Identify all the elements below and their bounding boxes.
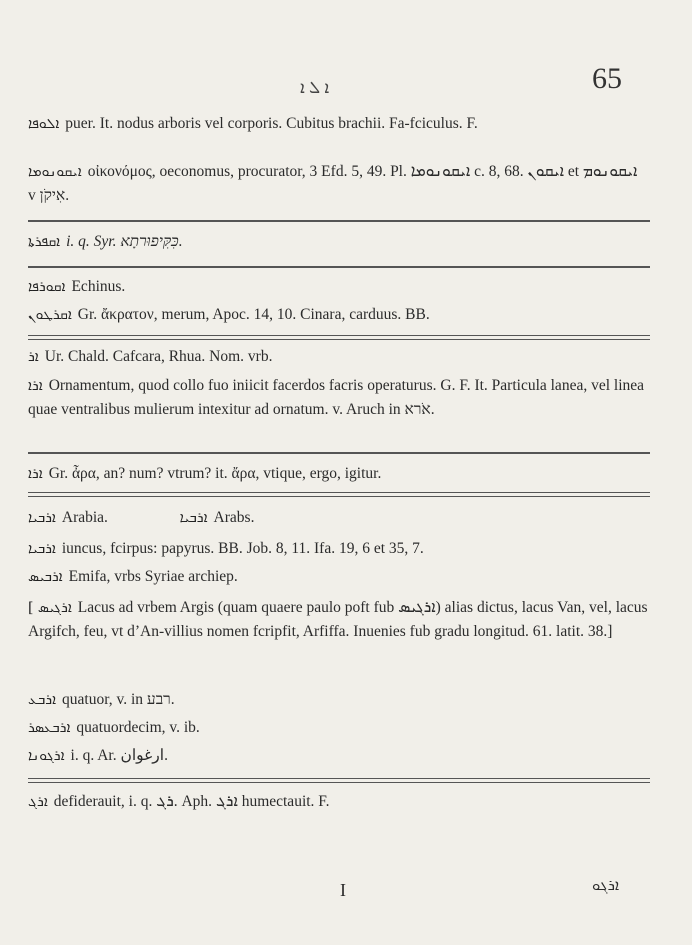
entry bbox=[28, 790, 648, 814]
headword: ܐܝܩܘܢܘܡܐ bbox=[28, 164, 82, 180]
headword: ܐܩܦܪܬܐ bbox=[28, 234, 61, 250]
separator-line bbox=[28, 452, 650, 454]
entry-text: Echinus. bbox=[71, 278, 126, 295]
entry-text: οἰκονόμος, oeconomus, procurator, 3 Efd. 5, 49. Pl. ܐܝܩܘܢܘܡܐ c. 8, 68. ܐܝܩܘܢ et ܐܝܩܘܢܘܡ v אִיקֹן. bbox=[28, 163, 638, 204]
page-number: 65 bbox=[592, 62, 622, 95]
headword: ܐܪܒܝܐ bbox=[28, 510, 56, 526]
entry-text: Arabia. bbox=[61, 509, 108, 526]
headword: ܐܪ bbox=[28, 349, 39, 365]
headword: ܐܪܒܝܣ bbox=[28, 569, 63, 585]
entry-text: i. q. Ar. ارغوان. bbox=[70, 747, 168, 764]
headword: ܐܪܓܘܢܐ bbox=[28, 748, 65, 764]
signature-mark: I bbox=[340, 880, 346, 900]
separator-line bbox=[28, 492, 650, 497]
separator-line bbox=[28, 220, 650, 222]
entry-text: Ur. Chald. Cafcara, Rhua. Nom. vrb. bbox=[44, 348, 273, 365]
separator-line bbox=[28, 266, 650, 268]
headword: ܐܩܪܛܘܢ bbox=[28, 307, 72, 323]
entry-text: i. q. Syr. כִּקִּיפוּרתָא. bbox=[66, 233, 183, 250]
separator-line bbox=[28, 778, 650, 783]
entry bbox=[28, 462, 648, 486]
entry-text: Lacus ad vrbem Argis (quam quaere paulo poft fub ܐܪܓܝܣ) alias dictus, lacus Van, vel, lacus Argifch, feu, vt d’An-villius nomen fcripfit, Arfiffa. Inuenies fub gradu longitud. 61. latit. 38.] bbox=[28, 599, 648, 640]
entry-text: Emifa, vrbs Syriae archiep. bbox=[68, 568, 238, 585]
headword: ܐܪܓ bbox=[28, 794, 48, 810]
headword: [ ܐܪܓܝܣ bbox=[28, 600, 72, 616]
entry bbox=[28, 716, 648, 740]
entry bbox=[28, 596, 648, 643]
headword: ܐܪܒܝܐ bbox=[28, 541, 56, 557]
headword: ܐܠܘܦܐ bbox=[28, 116, 60, 132]
headword: ܐܪܒܝܐ bbox=[179, 510, 208, 526]
headword: ܐܪܒܥ bbox=[28, 692, 57, 708]
entry-text: puer. It. nodus arboris vel corporis. Cubitus brachii. Fa-fciculus. F. bbox=[65, 115, 478, 132]
entry-text: quatuor, v. in רבע. bbox=[62, 691, 175, 708]
entry-text: Gr. ἆρα, an? num? vtrum? it. ἄρα, vtique, ergo, igitur. bbox=[48, 465, 382, 482]
entry bbox=[28, 506, 648, 530]
running-head: ܐ ܠ ܐ bbox=[300, 78, 330, 97]
headword: ܐܪܐ bbox=[28, 378, 43, 394]
headword: ܐܩܘܪܦܐ bbox=[28, 279, 66, 295]
entry bbox=[28, 230, 648, 254]
entry bbox=[28, 160, 648, 207]
entry-text: Gr. ἄκρατον, merum, Apoc. 14, 10. Cinara, carduus. BB. bbox=[77, 306, 430, 323]
headword: ܐܪܒܥܣܪ bbox=[28, 720, 71, 736]
entry bbox=[28, 112, 648, 136]
entry bbox=[28, 744, 648, 768]
entry bbox=[28, 275, 648, 299]
entry-text: Ornamentum, quod collo fuo iniicit facerdos facris operaturus. G. F. It. Particula lanea, vel linea quae ventralibus mulierum intexitur ad ornatum. v. Aruch in אֹרא. bbox=[28, 377, 645, 418]
entry-text: Arabs. bbox=[213, 509, 255, 526]
entry bbox=[28, 303, 648, 327]
entry-text: quatuordecim, v. ib. bbox=[76, 719, 200, 736]
separator-line bbox=[28, 335, 650, 340]
catchword: ܐܪܓܘ bbox=[592, 876, 620, 894]
entry bbox=[28, 345, 648, 369]
entry bbox=[28, 688, 648, 712]
entry-text: defiderauit, i. q. ܪܓ. Aph. ܐܪܓ humectauit. F. bbox=[53, 793, 330, 810]
headword: ܐܪܐ bbox=[28, 466, 43, 482]
entry-text: iuncus, fcirpus: papyrus. BB. Job. 8, 11. Ifa. 19, 6 et 35, 7. bbox=[61, 540, 424, 557]
entry bbox=[28, 537, 648, 561]
entry bbox=[28, 565, 648, 589]
entry bbox=[28, 374, 648, 421]
